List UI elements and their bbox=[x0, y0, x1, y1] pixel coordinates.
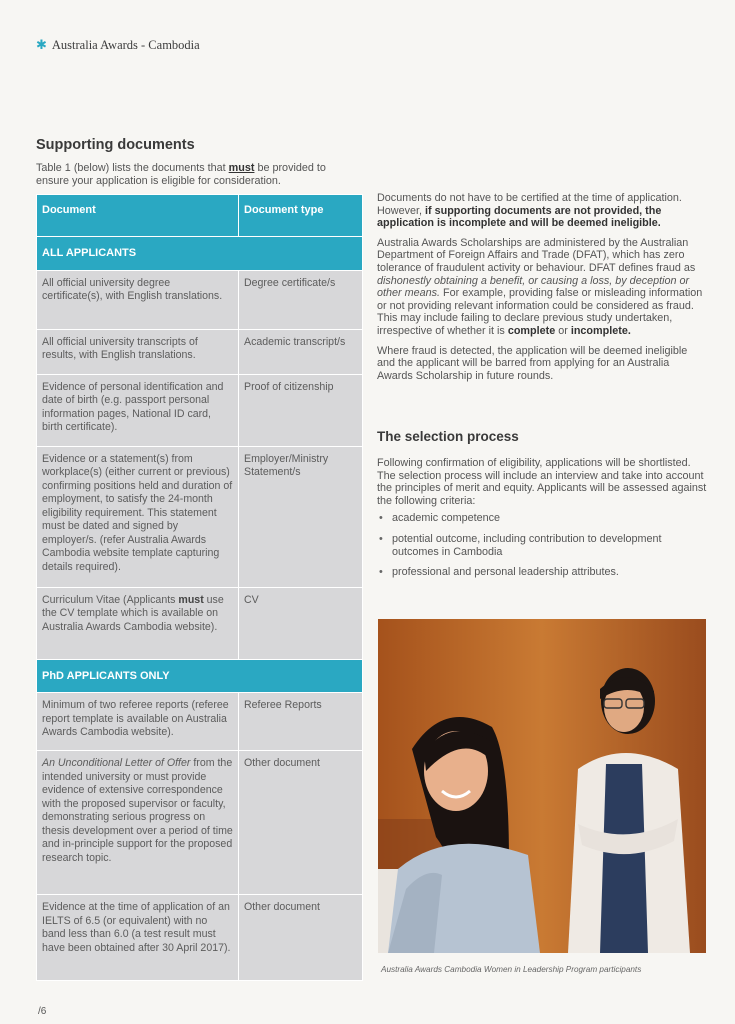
header-document-type: Document type bbox=[239, 195, 363, 237]
table-row bbox=[37, 895, 363, 981]
table-row bbox=[37, 446, 363, 587]
offer-letter-text: from the intended university or must provide evidence of extensive correspondence with the proposed supervisor or faculty, demonstrating serious progress on thesis development over a period of time and in-principle support for the proposed research topic. bbox=[42, 757, 233, 864]
selection-paragraph: Following confirmation of eligibility, applications will be shortlisted. The selection process will include an interview and take into account the principles of merit and equity. Applicants will be assessed against the following criteria: bbox=[377, 457, 707, 507]
cv-text-post: use the CV template which is available on Australia Awards Cambodia website). bbox=[42, 593, 224, 633]
table-header-row bbox=[37, 195, 363, 237]
header-document: Document bbox=[37, 195, 239, 237]
offer-letter-italic: An Unconditional Letter of Offer bbox=[42, 757, 191, 769]
document-type-cell: Degree certificate/s bbox=[239, 270, 363, 329]
document-cell: Evidence or a statement(s) from workplace(s) (either current or previous) confirming positions held and duration of employment, to satisfy the 24-month eligibility requirement. This statement must be dated and signed by employer/s. (refer Australia Awards Cambodia website template capturing details required). bbox=[37, 446, 239, 587]
document-cell: Evidence of personal identification and date of birth (e.g. passport personal information pages, National ID card, birth certificate). bbox=[37, 374, 239, 446]
document-type-cell: Referee Reports bbox=[239, 693, 363, 751]
list-item: • academic competence bbox=[377, 512, 707, 525]
cv-text-emphasis: must bbox=[178, 593, 204, 606]
table-row bbox=[37, 587, 363, 659]
intro-emphasis: must bbox=[228, 162, 255, 174]
document-cell bbox=[37, 751, 239, 895]
document-type-cell: Other document bbox=[239, 895, 363, 981]
intro-post: be provided to ensure your application is eligible for consideration. bbox=[36, 162, 326, 187]
document-cell: Minimum of two referee reports (referee report template is available on Australia Awards Cambodia website). bbox=[37, 693, 239, 751]
list-item: • professional and personal leadership attributes. bbox=[377, 566, 707, 579]
document-type-cell: Other document bbox=[239, 751, 363, 895]
table-row bbox=[37, 751, 363, 895]
section-title: Supporting documents bbox=[36, 137, 195, 153]
selection-text bbox=[377, 457, 707, 587]
section-row bbox=[37, 659, 363, 693]
intro-text bbox=[36, 162, 356, 188]
header-title: Australia Awards - Cambodia bbox=[51, 38, 200, 52]
document-type-cell: CV bbox=[239, 587, 363, 659]
document-cell: Evidence at the time of application of an IELTS of 6.5 (or equivalent) with no band less than 6.0 (a test result must have been obtained after 30 April 2017). bbox=[37, 895, 239, 981]
document-type-cell: Proof of citizenship bbox=[239, 374, 363, 446]
photo-caption: Australia Awards Cambodia Women in Leadership Program participants bbox=[381, 965, 642, 974]
participants-photo bbox=[378, 619, 706, 953]
table-row bbox=[37, 270, 363, 329]
section-row bbox=[37, 237, 363, 271]
document-type-cell: Employer/Ministry Statement/s bbox=[239, 446, 363, 587]
document-type-cell: Academic transcript/s bbox=[239, 329, 363, 374]
section-all-applicants: ALL APPLICANTS bbox=[37, 237, 363, 271]
documents-table bbox=[36, 194, 363, 981]
list-item: • potential outcome, including contribution to development outcomes in Cambodia bbox=[377, 533, 707, 558]
photo-illustration bbox=[378, 619, 706, 953]
document-cell: All official university transcripts of results, with English translations. bbox=[37, 329, 239, 374]
fraud-definition: dishonestly obtaining a benefit, or causing a loss, by deception or other means. bbox=[377, 274, 690, 300]
page-number: /6 bbox=[38, 1006, 47, 1017]
intro-pre: Table 1 (below) lists the documents that bbox=[36, 162, 229, 174]
certification-paragraph: Documents do not have to be certified at the time of application. However, if supporting documents are not provided, the application is incomplete and will be deemed ineligible. bbox=[377, 192, 682, 230]
table-row bbox=[37, 374, 363, 446]
document-cell bbox=[37, 587, 239, 659]
document-cell: All official university degree certificate(s), with English translations. bbox=[37, 270, 239, 329]
ineligible-warning: if supporting documents are not provided, the application is incomplete and will be deemed ineligible. bbox=[377, 204, 662, 230]
criteria-list bbox=[377, 512, 707, 578]
asterisk-icon: ✱ bbox=[36, 37, 47, 52]
running-header bbox=[36, 37, 200, 53]
right-column-text bbox=[377, 192, 707, 389]
cv-text-pre: Curriculum Vitae (Applicants bbox=[42, 593, 179, 606]
selection-process-title: The selection process bbox=[377, 429, 519, 444]
table-row bbox=[37, 693, 363, 751]
table-row bbox=[37, 329, 363, 374]
fraud-consequence-paragraph: Where fraud is detected, the application will be deemed ineligible and the applicant will be barred from applying for an Australia Awards Scholarship in future rounds. bbox=[377, 344, 688, 382]
section-phd-applicants: PhD APPLICANTS ONLY bbox=[37, 659, 363, 693]
fraud-paragraph: Australia Awards Scholarships are administered by the Australian Department of Foreign Affairs and Trade (DFAT), which has zero tolerance of fraudulent activity or behaviour. DFAT defines fraud as dishonestly obtaining a benefit, or causing a loss, by deception or other means. For example, providing false or misleading information or not providing relevant information could be considered as fraud. This may include failing to declare previous study undertaken, irrespective of whether it is complete or incomplete. bbox=[377, 236, 703, 337]
